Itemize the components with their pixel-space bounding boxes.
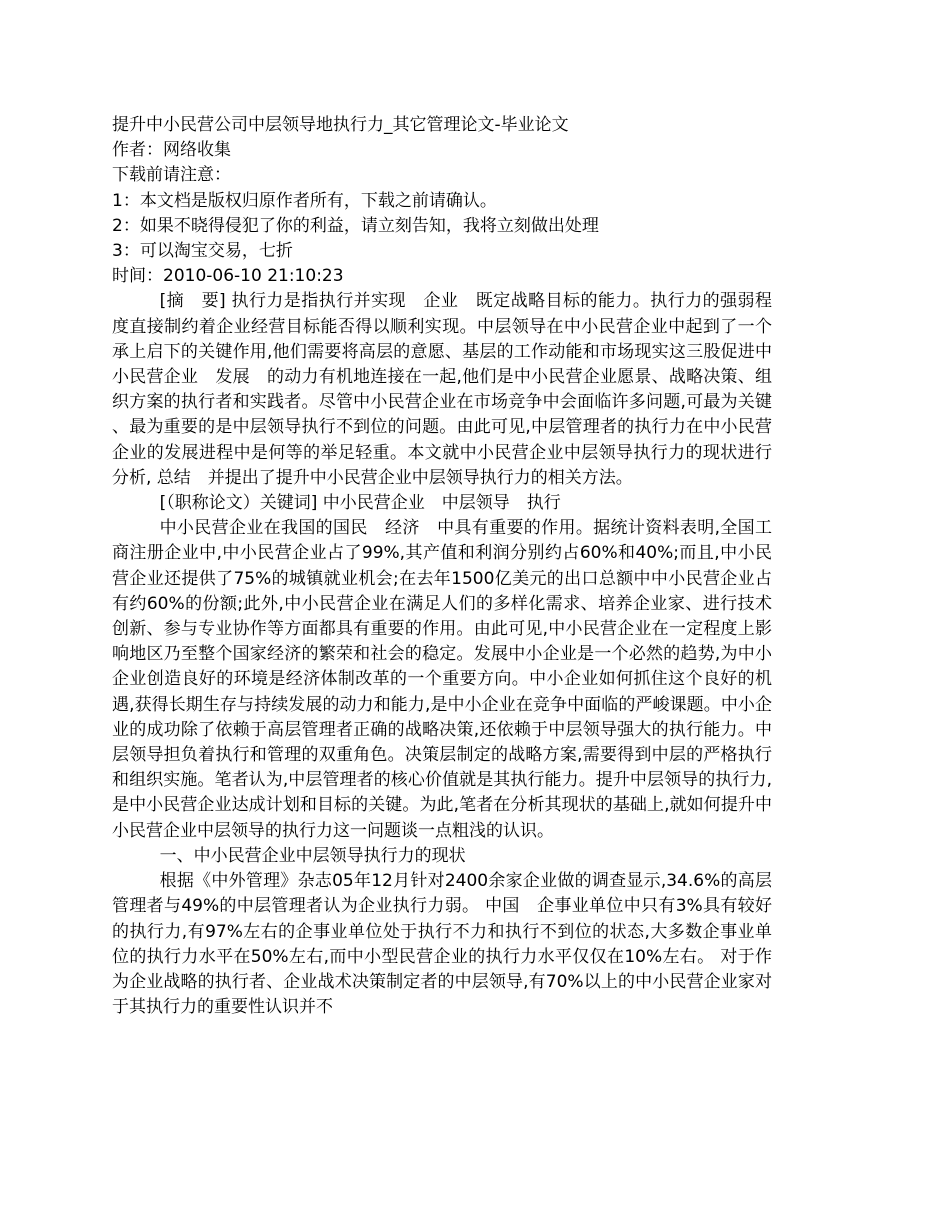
document-header: [112, 113, 772, 289]
notice-item: 2：如果不晓得侵犯了你的利益，请立刻告知，我将立刻做出处理: [112, 215, 599, 236]
document-timestamp: 时间：2010-06-10 21:10:23: [112, 266, 344, 287]
notice-item: 3：可以淘宝交易，七折: [112, 241, 293, 262]
document-body: [112, 289, 772, 1020]
section-heading: 一、中小民营企业中层领导执行力的现状: [159, 845, 466, 866]
notice-item: 1：本文档是版权归原作者所有，下载之前请确认。: [112, 190, 497, 211]
body-paragraph: 根据《中外管理》杂志05年12月针对2400余家企业做的调查显示,34.6%的高层管理者与49%的中层管理者认为企业执行力弱。 中国 企事业单位中只有3%具有较好的执行力,有97%左右的企事业单位处于执行不力和执行不到位的状态,大多数企事业单位的执行力水平在50%左右,而中小型民营企业的执行力水平仅仅在10%左右。 对于作为企业战略的执行者、企业战术决策制定者的中层领导,有70%以上的中小民营企业家对于其执行力的重要性认识并不: [112, 871, 772, 1018]
document-title: 提升中小民营公司中层领导地执行力_其它管理论文-毕业论文: [112, 115, 569, 135]
abstract-paragraph: [摘 要] 执行力是指执行并实现 企业 既定战略目标的能力。执行力的强弱程度直接制约着企业经营目标能否得以顺利实现。中层领导在中小民营企业中起到了一个承上启下的关键作用,他们需要将高层的意愿、基层的工作动能和市场现实这三股促进中小民营企业 发展 的动力有机地连接在一起,他们是中小民营企业愿景、战略决策、组织方案的执行者和实践者。尽管中小民营企业在市场竞争中会面临许多问题,可最为关键、最为重要的是中层领导执行不到位的问题。由此可见,中层管理者的执行力在中小民营企业的发展进程中是何等的举足轻重。本文就中小民营企业中层领导执行力的现状进行分析, 总结 并提出了提升中小民营企业中层领导执行力的相关方法。: [112, 291, 772, 488]
keywords-paragraph: [（职称论文）关键词] 中小民营企业 中层领导 执行: [159, 493, 561, 514]
body-paragraph: 中小民营企业在我国的国民 经济 中具有重要的作用。据统计资料表明,全国工商注册企业中,中小民营企业占了99%,其产值和利润分别约占60%和40%;而且,中小民营企业还提供了75%的城镇就业机会;在去年1500亿美元的出口总额中中小民营企业占有约60%的份额;此外,中小民营企业在满足人们的多样化需求、培养企业家、进行技术创新、参与专业协作等方面都具有重要的作用。由此可见,中小民营企业在一定程度上影响地区乃至整个国家经济的繁荣和社会的稳定。发展中小企业是一个必然的趋势,为中小企业创造良好的环境是经济体制改革的一个重要方向。中小企业如何抓住这个良好的机遇,获得长期生存与持续发展的动力和能力,是中小企业在竞争中面临的严峻课题。中小企业的成功除了依赖于高层管理者正确的战略决策,还依赖于中层领导强大的执行能力。中层领导担负着执行和管理的双重角色。决策层制定的战略方案,需要得到中层的严格执行和组织实施。笔者认为,中层管理者的核心价值就是其执行能力。提升中层领导的执行力,是中小民营企业达成计划和目标的关键。为此,笔者在分析其现状的基础上,就如何提升中小民营企业中层领导的执行力这一问题谈一点粗浅的认识。: [112, 518, 772, 841]
notice-heading: 下载前请注意：: [112, 165, 231, 186]
document-page: [112, 113, 772, 1020]
document-author: 作者：网络收集: [112, 140, 231, 161]
